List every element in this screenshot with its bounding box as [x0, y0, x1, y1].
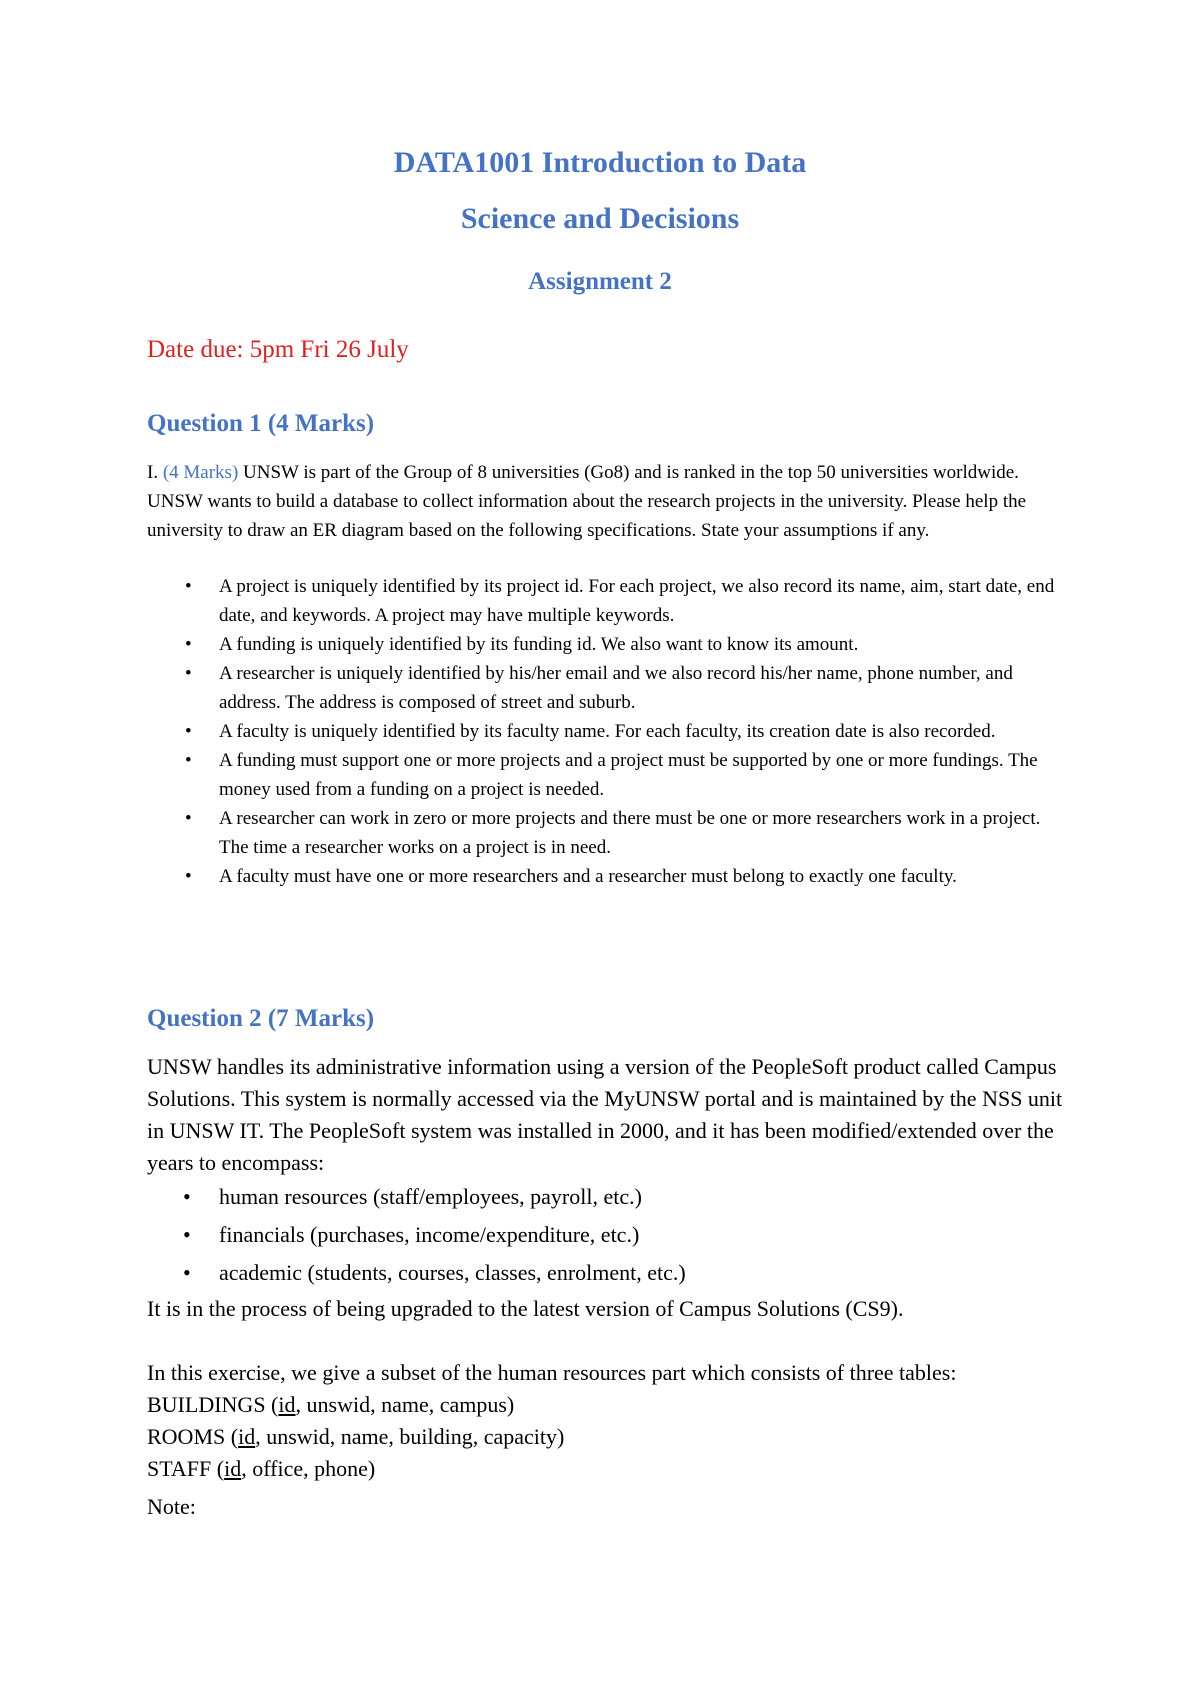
list-item — [147, 572, 1067, 630]
table-schema-staff — [147, 1456, 375, 1482]
bullet-icon: • — [183, 1184, 191, 1209]
bullet-icon: • — [185, 808, 192, 829]
list-item-text: human resources (staff/employees, payroll, etc.) — [219, 1184, 642, 1209]
question2-upgrade-note: It is in the process of being upgraded to the latest version of Campus Solutions (CS9). — [147, 1296, 904, 1321]
table-columns: , unswid, name, campus) — [295, 1392, 515, 1417]
list-item — [147, 717, 1067, 746]
list-item-text: academic (students, courses, classes, enrolment, etc.) — [219, 1260, 686, 1285]
question1-intro — [147, 458, 1067, 545]
list-item — [147, 1254, 1067, 1292]
list-item — [147, 1216, 1067, 1254]
question2-exercise-intro: In this exercise, we give a subset of the human resources part which consists of three tables: — [147, 1360, 957, 1385]
course-title-line2: Science and Decisions — [460, 202, 740, 235]
bullet-icon: • — [185, 866, 192, 887]
bullet-icon: • — [185, 750, 192, 771]
bullet-icon: • — [185, 721, 192, 742]
list-item — [147, 630, 1067, 659]
question1-intro-text: UNSW is part of the Group of 8 universities (Go8) and is ranked in the top 50 universities worldwide. UNSW wants to build a database to collect information about the research projects in the university. Please help the university to draw an ER diagram based on the following specifications. State your assumptions if any. — [147, 462, 1027, 541]
list-item — [147, 1178, 1067, 1216]
question2-intro: UNSW handles its administrative information using a version of the PeopleSoft product called Campus Solutions. This system is normally accessed via the MyUNSW portal and is maintained by the NSS unit in UNSW IT. The PeopleSoft system was installed in 2000, and it has been modified/extended over the years to encompass: — [147, 1054, 1063, 1175]
table-name: BUILDINGS ( — [147, 1392, 279, 1417]
question2-heading: Question 2 (7 Marks) — [147, 1005, 375, 1032]
bullet-icon: • — [183, 1222, 191, 1247]
list-item — [147, 804, 1067, 862]
list-item-text: A funding is uniquely identified by its funding id. We also want to know its amount. — [219, 634, 859, 655]
bullet-icon: • — [185, 663, 192, 684]
table-name: ROOMS ( — [147, 1424, 239, 1449]
course-title-line1: DATA1001 Introduction to Data — [393, 146, 807, 179]
bullet-icon: • — [183, 1260, 191, 1285]
question1-heading: Question 1 (4 Marks) — [147, 410, 375, 437]
assignment-title: Assignment 2 — [528, 268, 672, 295]
table-name: STAFF ( — [147, 1456, 225, 1481]
table-schema-buildings — [147, 1392, 514, 1418]
bullet-icon: • — [185, 634, 192, 655]
primary-key: id — [278, 1392, 296, 1417]
question1-prefix: I. — [147, 462, 163, 483]
table-schema-rooms — [147, 1424, 564, 1450]
list-item-text: A researcher is uniquely identified by his/her email and we also record his/her name, phone number, and address. The address is composed of street and suburb. — [219, 663, 1013, 713]
list-item — [147, 746, 1067, 804]
list-item-text: A funding must support one or more projects and a project must be supported by one or more fundings. The money used from a funding on a project is needed. — [219, 750, 1038, 800]
question2-areas — [147, 1178, 1067, 1292]
list-item-text: financials (purchases, income/expenditure, etc.) — [219, 1222, 640, 1247]
question1-specifications — [147, 572, 1067, 891]
bullet-icon: • — [185, 576, 192, 597]
primary-key: id — [238, 1424, 256, 1449]
table-columns: , unswid, name, building, capacity) — [255, 1424, 565, 1449]
note-label: Note: — [147, 1494, 196, 1519]
primary-key: id — [224, 1456, 242, 1481]
list-item-text: A faculty must have one or more researchers and a researcher must belong to exactly one faculty. — [219, 866, 957, 887]
table-columns: , office, phone) — [241, 1456, 376, 1481]
due-date: Date due: 5pm Fri 26 July — [147, 336, 409, 363]
list-item-text: A researcher can work in zero or more projects and there must be one or more researchers work in a project. The time a researcher works on a project is in need. — [219, 808, 1041, 858]
list-item — [147, 659, 1067, 717]
question1-marks: (4 Marks) — [162, 462, 239, 483]
list-item-text: A faculty is uniquely identified by its faculty name. For each faculty, its creation date is also recorded. — [219, 721, 996, 742]
list-item-text: A project is uniquely identified by its project id. For each project, we also record its name, aim, start date, end date, and keywords. A project may have multiple keywords. — [219, 576, 1055, 626]
list-item — [147, 862, 1067, 891]
